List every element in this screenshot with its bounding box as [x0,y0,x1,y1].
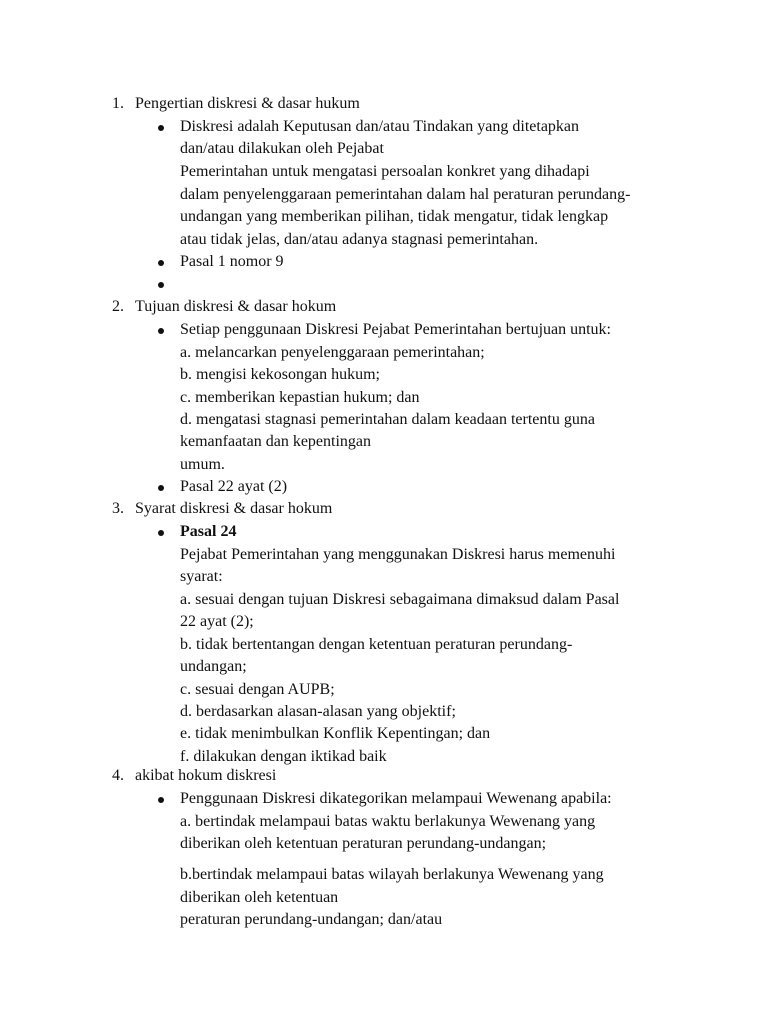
list-item-line: Pejabat Pemerintahan yang menggunakan Diskresi harus memenuhi [180,546,616,563]
list-item-line: c. memberikan kepastian hukum; dan [180,389,420,406]
list-item-line: b. tidak bertentangan dengan ketentuan peraturan perundang- [180,636,573,653]
list-item-line: b. mengisi kekosongan hukum; [180,366,380,383]
list-number: 4. [112,767,124,784]
list-item-line: f. dilakukan dengan iktikad baik [180,748,387,765]
list-item-line: Pemerintahan untuk mengatasi persoalan konkret yang dihadapi [180,163,590,180]
list-item-line: Penggunaan Diskresi dikategorikan melampaui Wewenang apabila: [180,790,612,807]
list-item-line: peraturan perundang-undangan; dan/atau [180,911,443,928]
list-item-line: b.bertindak melampaui batas wilayah berlakunya Wewenang yang [180,866,604,883]
bullet-icon [158,485,164,491]
list-item-line: a. bertindak melampaui batas waktu berlakunya Wewenang yang [180,813,596,830]
list-item-line: dalam penyelenggaraan pemerintahan dalam hal peraturan perundang- [180,186,631,203]
list-item-line: diberikan oleh ketentuan peraturan perundang-undangan; [180,835,547,852]
list-item-line: Setiap penggunaan Diskresi Pejabat Pemerintahan bertujuan untuk: [180,321,611,338]
list-item-title: Pasal 24 [180,523,237,540]
list-item-line: diberikan oleh ketentuan [180,889,339,906]
bullet-icon [158,328,164,334]
list-number: 2. [112,298,124,315]
list-item-line: umum. [180,456,225,473]
list-number: 1. [112,95,124,112]
section-heading: Syarat diskresi & dasar hokum [135,500,333,517]
list-item-line: c. sesuai dengan AUPB; [180,681,335,698]
bullet-icon [158,797,164,803]
list-item-line: undangan; [180,658,247,675]
bullet-icon [158,260,164,266]
list-item-line: dan/atau dilakukan oleh Pejabat [180,140,384,157]
list-item-line: undangan yang memberikan pilihan, tidak mengatur, tidak lengkap [180,208,609,225]
list-item-line: e. tidak menimbulkan Konflik Kepentingan; dan [180,725,491,742]
list-item-line: Pasal 22 ayat (2) [180,478,288,495]
section-heading: akibat hokum diskresi [135,767,277,784]
list-item-line: d. berdasarkan alasan-alasan yang objektif; [180,703,456,720]
list-item-line: a. melancarkan penyelenggaraan pemerintahan; [180,344,485,361]
list-number: 3. [112,500,124,517]
list-item-line: Pasal 1 nomor 9 [180,253,284,270]
list-item-line: atau tidak jelas, dan/atau adanya stagnasi pemerintahan. [180,231,539,248]
list-item-line: 22 ayat (2); [180,613,254,630]
list-item-line: a. sesuai dengan tujuan Diskresi sebagaimana dimaksud dalam Pasal [180,591,620,608]
section-heading: Pengertian diskresi & dasar hukum [135,95,360,112]
section-heading: Tujuan diskresi & dasar hokum [135,298,337,315]
list-item-line: syarat: [180,568,223,585]
list-item-line: kemanfaatan dan kepentingan [180,433,372,450]
bullet-icon [158,282,164,288]
list-item-line: Diskresi adalah Keputusan dan/atau Tindakan yang ditetapkan [180,118,580,135]
list-item-line: d. mengatasi stagnasi pemerintahan dalam keadaan tertentu guna [180,411,595,428]
bullet-icon [158,125,164,131]
bullet-icon [158,530,164,536]
